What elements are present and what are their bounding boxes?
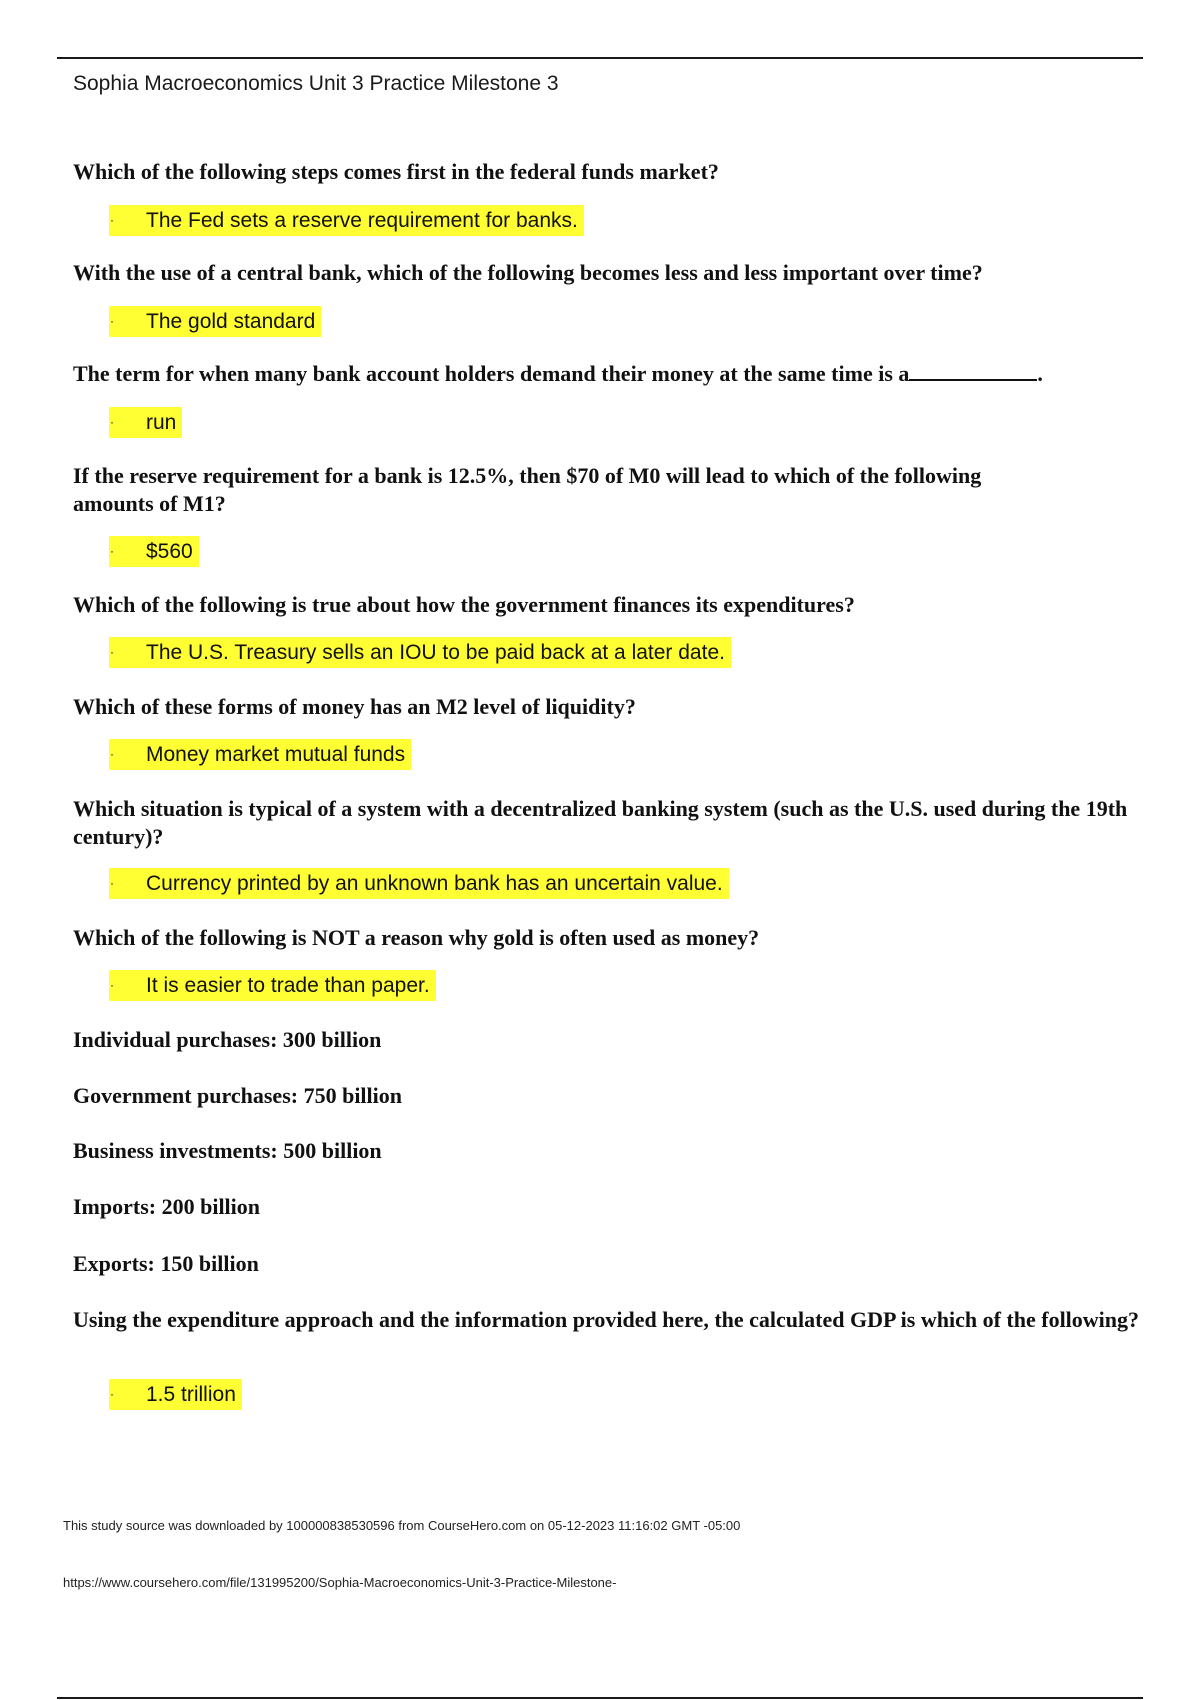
question-5: Which of the following is true about how the government finances its expenditures? — [73, 592, 855, 617]
answer-3-text: run — [146, 411, 177, 434]
source-footer: This study source was downloaded by 100000838530596 from CourseHero.com on 05-12-2023 11:16:02 GMT -05:00 — [63, 1518, 741, 1533]
bullet-icon: · — [110, 876, 114, 890]
bullet-icon: · — [110, 544, 114, 558]
answer-5-text: The U.S. Treasury sells an IOU to be paid back at a later date. — [146, 641, 725, 664]
source-url: https://www.coursehero.com/file/131995200/Sophia-Macroeconomics-Unit-3-Practice-Milestone- — [63, 1575, 617, 1590]
gdp-item-exports: Exports: 150 billion — [73, 1251, 259, 1276]
gdp-item-imports: Imports: 200 billion — [73, 1194, 261, 1219]
gdp-item-individual: Individual purchases: 300 billion — [73, 1027, 382, 1052]
question-1: Which of the following steps comes first in the federal funds market? — [73, 159, 719, 184]
bullet-icon: · — [110, 213, 114, 227]
bullet-icon: · — [110, 645, 114, 659]
bullet-icon: · — [110, 978, 114, 992]
answer-6-text: Money market mutual funds — [146, 743, 406, 766]
bullet-icon: · — [110, 747, 114, 761]
question-7: Which situation is typical of a system with a decentralized banking system (such as the U.S. used during the 19th century)? — [73, 796, 1128, 849]
answer-7-text: Currency printed by an unknown bank has an uncertain value. — [146, 872, 723, 895]
question-3 — [73, 360, 1143, 388]
bottom-rule — [57, 1697, 1143, 1699]
question-8: Which of the following is NOT a reason why gold is often used as money? — [73, 925, 760, 950]
document-header: Sophia Macroeconomics Unit 3 Practice Milestone 3 — [73, 72, 559, 95]
gdp-item-government: Government purchases: 750 billion — [73, 1083, 403, 1108]
bullet-icon: · — [110, 415, 114, 429]
bullet-icon: · — [110, 314, 114, 328]
answer-9-text: 1.5 trillion — [146, 1383, 236, 1406]
answer-4-text: $560 — [146, 540, 193, 563]
answer-4 — [109, 536, 199, 567]
bullet-icon: · — [110, 1387, 114, 1401]
answer-8-text: It is easier to trade than paper. — [146, 974, 430, 997]
fill-in-blank — [909, 361, 1037, 381]
answer-8 — [109, 970, 436, 1001]
question-3-suffix: . — [1037, 361, 1043, 386]
answer-2-text: The gold standard — [146, 310, 316, 333]
answer-1 — [109, 205, 584, 236]
question-9: Using the expenditure approach and the information provided here, the calculated GDP is which of the following? — [73, 1307, 1140, 1332]
gdp-item-business: Business investments: 500 billion — [73, 1138, 382, 1163]
top-rule — [57, 57, 1143, 59]
answer-1-text: The Fed sets a reserve requirement for banks. — [146, 209, 578, 232]
answer-5 — [109, 637, 731, 668]
answer-2 — [109, 306, 321, 337]
answer-9 — [109, 1379, 242, 1410]
question-2: With the use of a central bank, which of the following becomes less and less important over time? — [73, 260, 983, 285]
question-4: If the reserve requirement for a bank is 12.5%, then $70 of M0 will lead to which of the following amounts of M1? — [73, 463, 982, 516]
answer-3 — [109, 407, 182, 438]
question-6: Which of these forms of money has an M2 level of liquidity? — [73, 694, 636, 719]
answer-7 — [109, 868, 729, 899]
question-3-text: The term for when many bank account holders demand their money at the same time is a — [73, 361, 910, 386]
answer-6 — [109, 739, 411, 770]
